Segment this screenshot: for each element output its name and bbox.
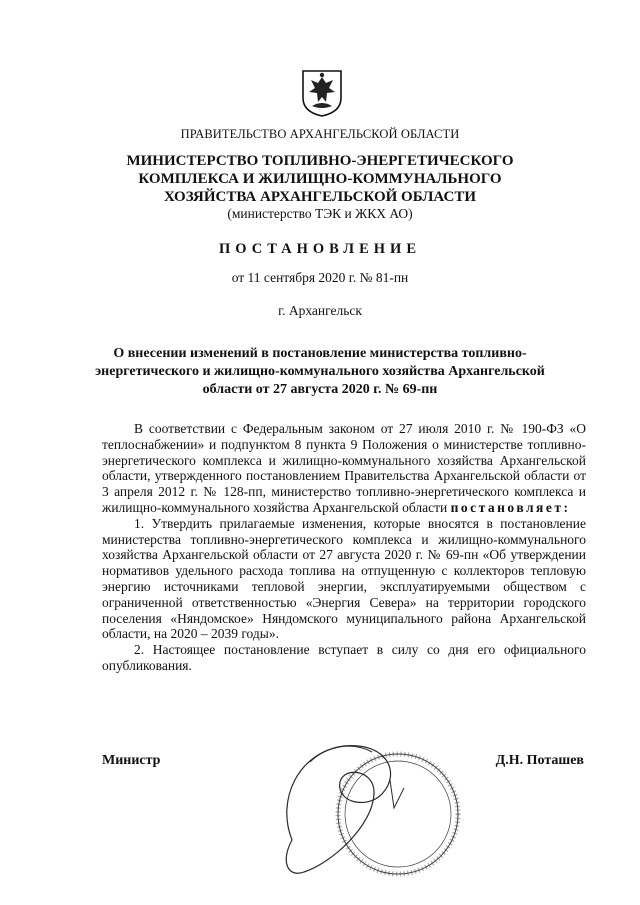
government-name: ПРАВИТЕЛЬСТВО АРХАНГЕЛЬСКОЙ ОБЛАСТИ [180, 127, 460, 141]
document-city: г. Архангельск [278, 303, 362, 318]
ministry-name-line: КОМПЛЕКСА И ЖИЛИЩНО-КОММУНАЛЬНОГО [138, 171, 502, 187]
preamble-paragraph [102, 421, 586, 516]
coat-of-arms-icon [300, 68, 344, 118]
item-1-paragraph: 1. Утвердить прилагаемые изменения, которые вносятся в постановление министерства топливно-энергетического комплекса и жилищно-коммунального хозяйства Архангельской области от 27 августа 2020 г. № 69-пн «Об утверждении нормативов удельного расхода топлива на отпущенную с коллекторов тепловую энергию источниками тепловой энергии, эксплуатируемыми обществом с ограниченной ответственностью «Энергия Севера» на территории городского поселения «Няндомское» Няндомского муниципального района Архангельской области, на 2020 – 2039 годы». [102, 515, 586, 642]
subject-line: энергетического и жилищно-коммунального хозяйства Архангельской [95, 364, 545, 379]
document-date-number: от 11 сентября 2020 г. № 81-пн [231, 270, 409, 285]
resolves-word: постановляет: [450, 499, 571, 515]
preamble-text: В соответствии с Федеральным законом от 27 июля 2010 г. № 190-ФЗ «О теплоснабжении» и подпунктом 8 пункта 9 Положения о министерстве топливно-энергетического комплекса и жилищно-коммунального хозяйства Архангельской области, утвержденного постановлением Правительства Архангельской области от 3 апреля 2012 г. № 128-пп, министерство топливно-энергетического комплекса и жилищно-коммунального хозяйства Архангельской области [102, 421, 586, 515]
signatory-role: Министр [102, 753, 161, 768]
ministry-short-name: (министерство ТЭК и ЖКХ АО) [227, 206, 413, 221]
official-stamp-signature-icon [270, 722, 480, 902]
document-subject [60, 345, 580, 399]
subject-line: области от 27 августа 2020 г. № 69-пн [202, 382, 438, 397]
signatory-name: Д.Н. Поташев [495, 753, 584, 768]
ministry-name-line: МИНИСТЕРСТВО ТОПЛИВНО-ЭНЕРГЕТИЧЕСКОГО [126, 153, 514, 169]
ministry-name [0, 152, 640, 206]
ministry-name-line: ХОЗЯЙСТВА АРХАНГЕЛЬСКОЙ ОБЛАСТИ [163, 189, 477, 205]
subject-line: О внесении изменений в постановление министерства топливно- [113, 346, 527, 361]
item-2-paragraph: 2. Настоящее постановление вступает в силу со дня его официального опубликования. [102, 642, 586, 673]
document-type: ПОСТАНОВЛЕНИЕ [218, 241, 421, 257]
document-body [102, 421, 586, 674]
